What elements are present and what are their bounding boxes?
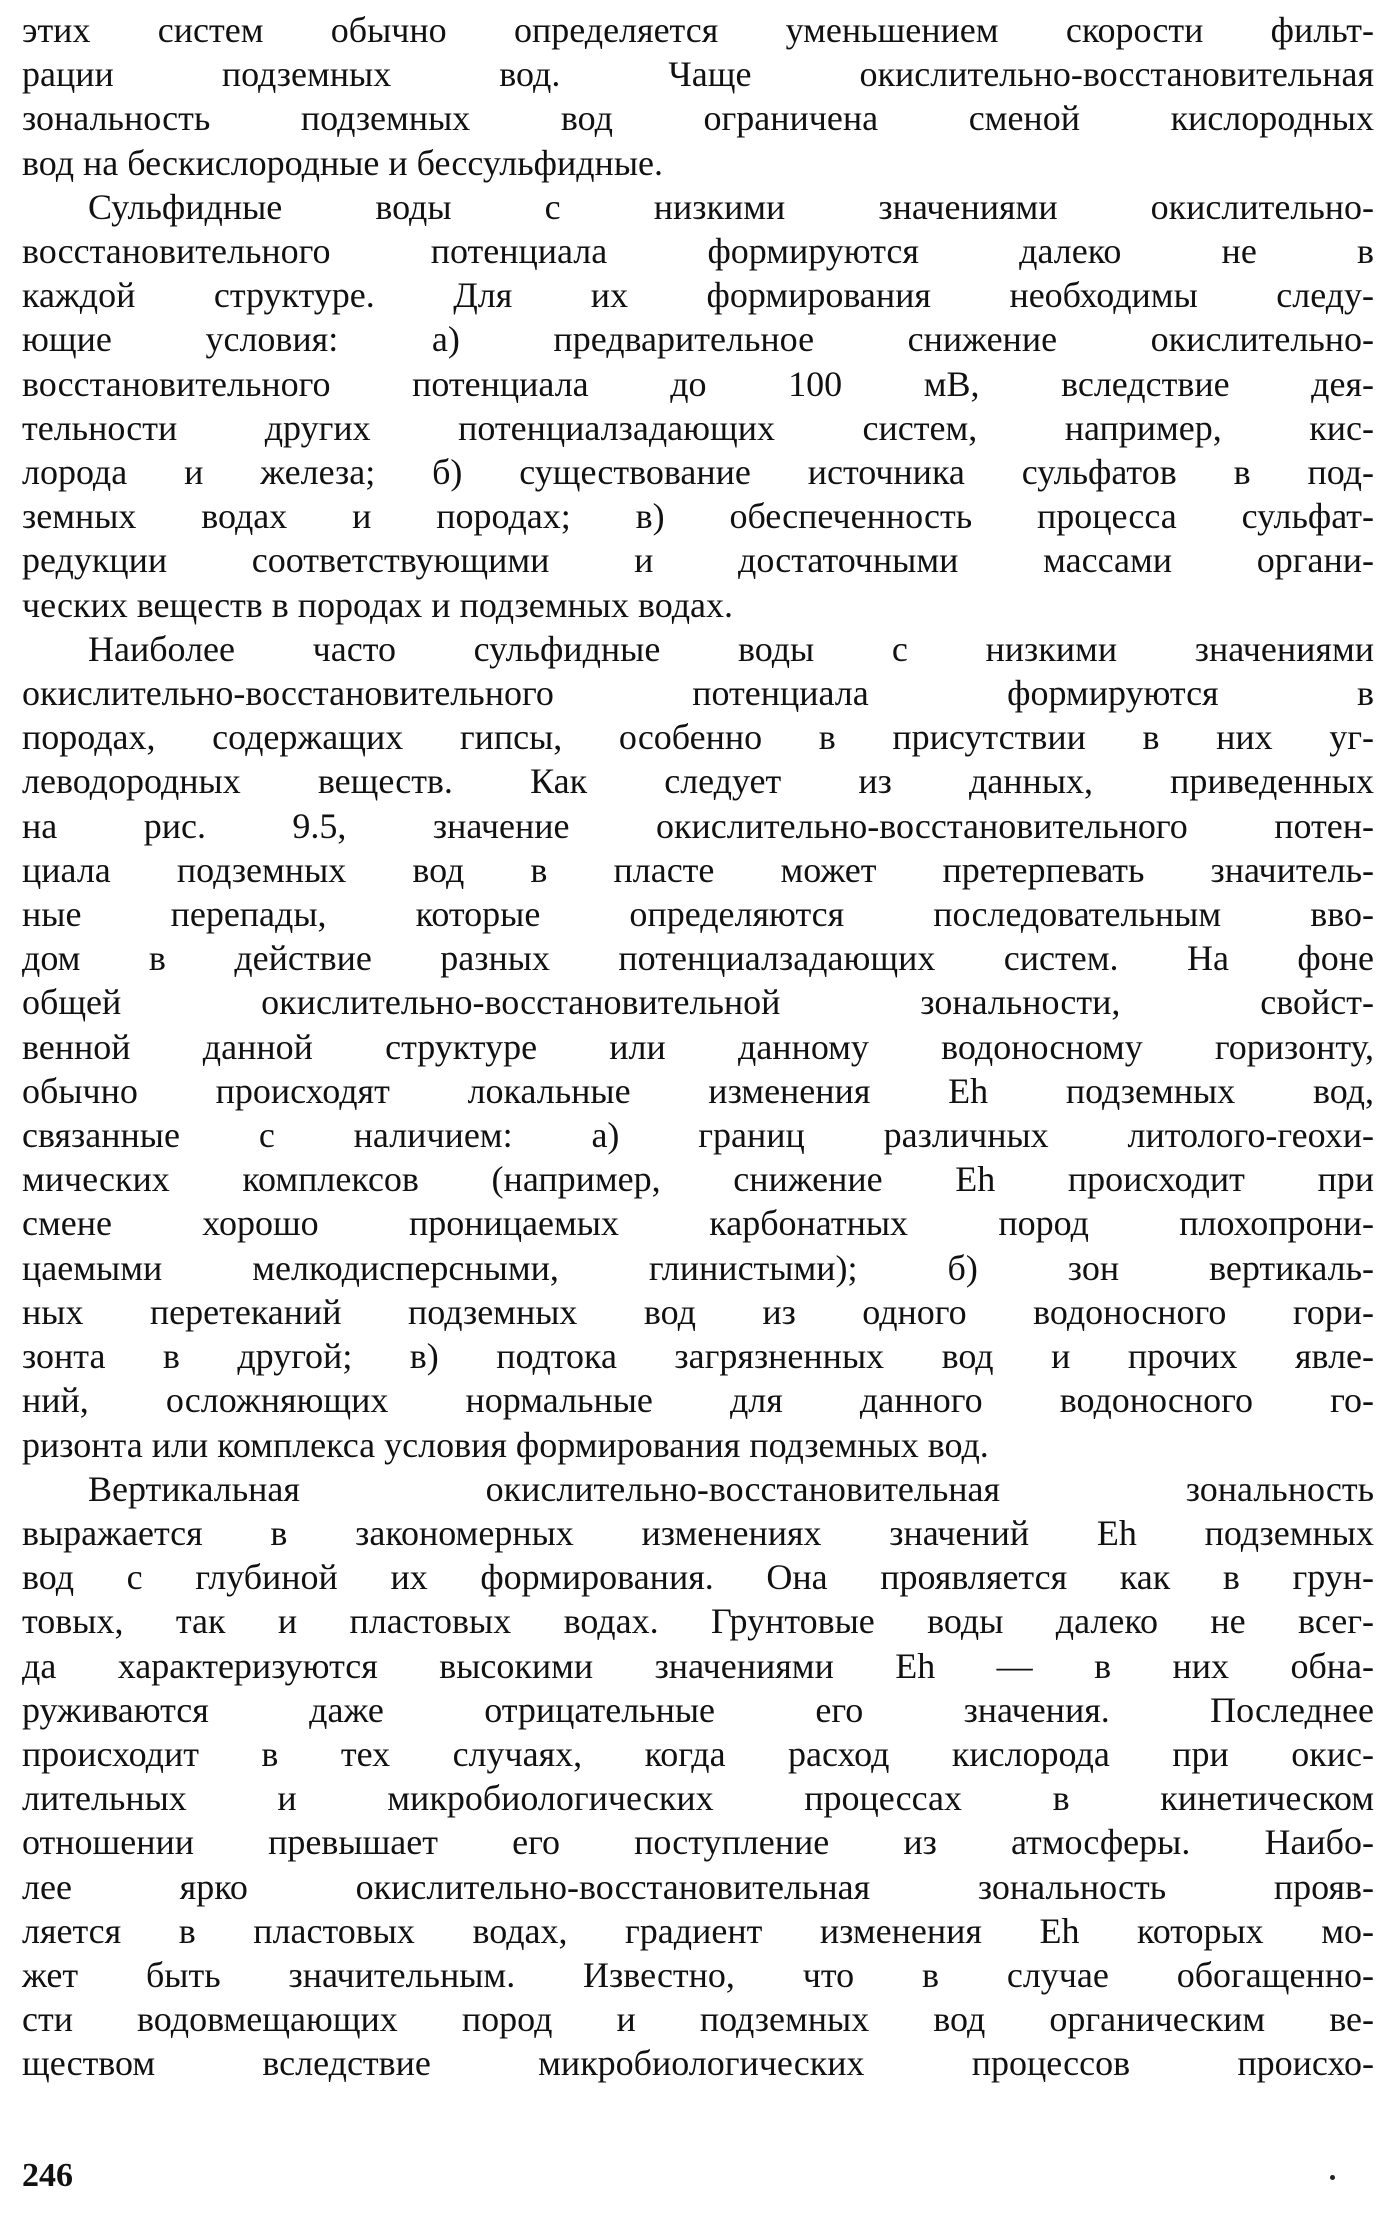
text-line: окислительно-восстановительного потенциала формируются в — [22, 673, 1374, 714]
text-line: выражается в закономерных изменениях значений Eh подземных — [22, 1512, 1374, 1553]
text-line: вод с глубиной их формирования. Она проявляется как в грун- — [22, 1557, 1374, 1598]
text-line: дом в действие разных потенциалзадающих систем. На фоне — [22, 938, 1374, 979]
text-line: зональность подземных вод ограничена сменой кислородных — [22, 98, 1374, 139]
text-line: лорода и железа; б) существование источника сульфатов в под- — [22, 452, 1374, 493]
text-line: ных перетеканий подземных вод из одного водоносного гори- — [22, 1291, 1374, 1332]
text-line: лее ярко окислительно-восстановительная зональность прояв- — [22, 1866, 1374, 1907]
text-line: лительных и микробиологических процессах в кинетическом — [22, 1778, 1374, 1819]
text-line: ний, осложняющих нормальные для данного водоносного го- — [22, 1380, 1374, 1421]
text-line: на рис. 9.5, значение окислительно-восстановительного потен- — [22, 805, 1374, 846]
text-line: восстановительного потенциала формируются далеко не в — [22, 231, 1374, 272]
paragraph — [22, 1467, 1374, 2086]
text-line: циала подземных вод в пласте может претерпевать значитель- — [22, 849, 1374, 890]
text-line: происходит в тех случаях, когда расход кислорода при окис- — [22, 1733, 1374, 1774]
text-line: Наиболее часто сульфидные воды с низкими значениями — [88, 628, 1374, 669]
text-line: восстановительного потенциала до 100 мВ, вследствие дея- — [22, 363, 1374, 404]
text-line: цаемыми мелкодисперсными, глинистыми); б) зон вертикаль- — [22, 1247, 1374, 1288]
text-line: смене хорошо проницаемых карбонатных пород плохопрони- — [22, 1203, 1374, 1244]
text-line: тельности других потенциалзадающих систем, например, кис- — [22, 407, 1374, 448]
text-line: каждой структуре. Для их формирования необходимы следу- — [22, 275, 1374, 316]
text-line: Сульфидные воды с низкими значениями окислительно- — [88, 186, 1374, 227]
text-line: связанные с наличием: а) границ различных литолого-геохи- — [22, 1115, 1374, 1156]
paragraph — [22, 8, 1374, 185]
text-line: ризонта или комплекса условия формирования подземных вод. — [22, 1424, 989, 1465]
text-line: товых, так и пластовых водах. Грунтовые воды далеко не всег- — [22, 1601, 1374, 1642]
text-line: венной данной структуре или данному водоносному горизонту, — [22, 1026, 1374, 1067]
text-line: жет быть значительным. Известно, что в случае обогащенно- — [22, 1954, 1374, 1995]
text-line: руживаются даже отрицательные его значения. Последнее — [22, 1689, 1374, 1730]
text-line: породах, содержащих гипсы, особенно в присутствии в них уг- — [22, 717, 1374, 758]
text-line: ющие условия: а) предварительное снижение окислительно- — [22, 319, 1374, 360]
text-line: обычно происходят локальные изменения Eh подземных вод, — [22, 1070, 1374, 1111]
paragraph — [22, 627, 1374, 1467]
text-line: ческих веществ в породах и подземных водах. — [22, 584, 733, 625]
text-line: да характеризуются высокими значениями Eh — в них обна- — [22, 1645, 1374, 1686]
paragraph — [22, 185, 1374, 627]
text-line: рации подземных вод. Чаще окислительно-восстановительная — [22, 54, 1374, 95]
print-speck — [1330, 2175, 1335, 2180]
text-line: редукции соответствующими и достаточными массами органи- — [22, 540, 1374, 581]
text-line: зонта в другой; в) подтока загрязненных вод и прочих явле- — [22, 1336, 1374, 1377]
text-line: мических комплексов (например, снижение Eh происходит при — [22, 1159, 1374, 1200]
page-number: 246 — [22, 2157, 73, 2194]
text-line: земных водах и породах; в) обеспеченность процесса сульфат- — [22, 496, 1374, 537]
text-line: ществом вследствие микробиологических процессов происхо- — [22, 2043, 1374, 2084]
text-line: отношении превышает его поступление из атмосферы. Наибо- — [22, 1822, 1374, 1863]
text-line: вод на бескислородные и бессульфидные. — [22, 142, 663, 183]
text-line: ные перепады, которые определяются последовательным вво- — [22, 894, 1374, 935]
text-line: леводородных веществ. Как следует из данных, приведенных — [22, 761, 1374, 802]
text-line: этих систем обычно определяется уменьшением скорости фильт- — [22, 10, 1374, 50]
text-line: Вертикальная окислительно-восстановительная зональность — [88, 1468, 1374, 1509]
document-body — [22, 8, 1374, 2086]
text-line: общей окислительно-восстановительной зональности, свойст- — [22, 982, 1374, 1023]
text-line: сти водовмещающих пород и подземных вод органическим ве- — [22, 1999, 1374, 2040]
text-line: ляется в пластовых водах, градиент изменения Eh которых мо- — [22, 1910, 1374, 1951]
